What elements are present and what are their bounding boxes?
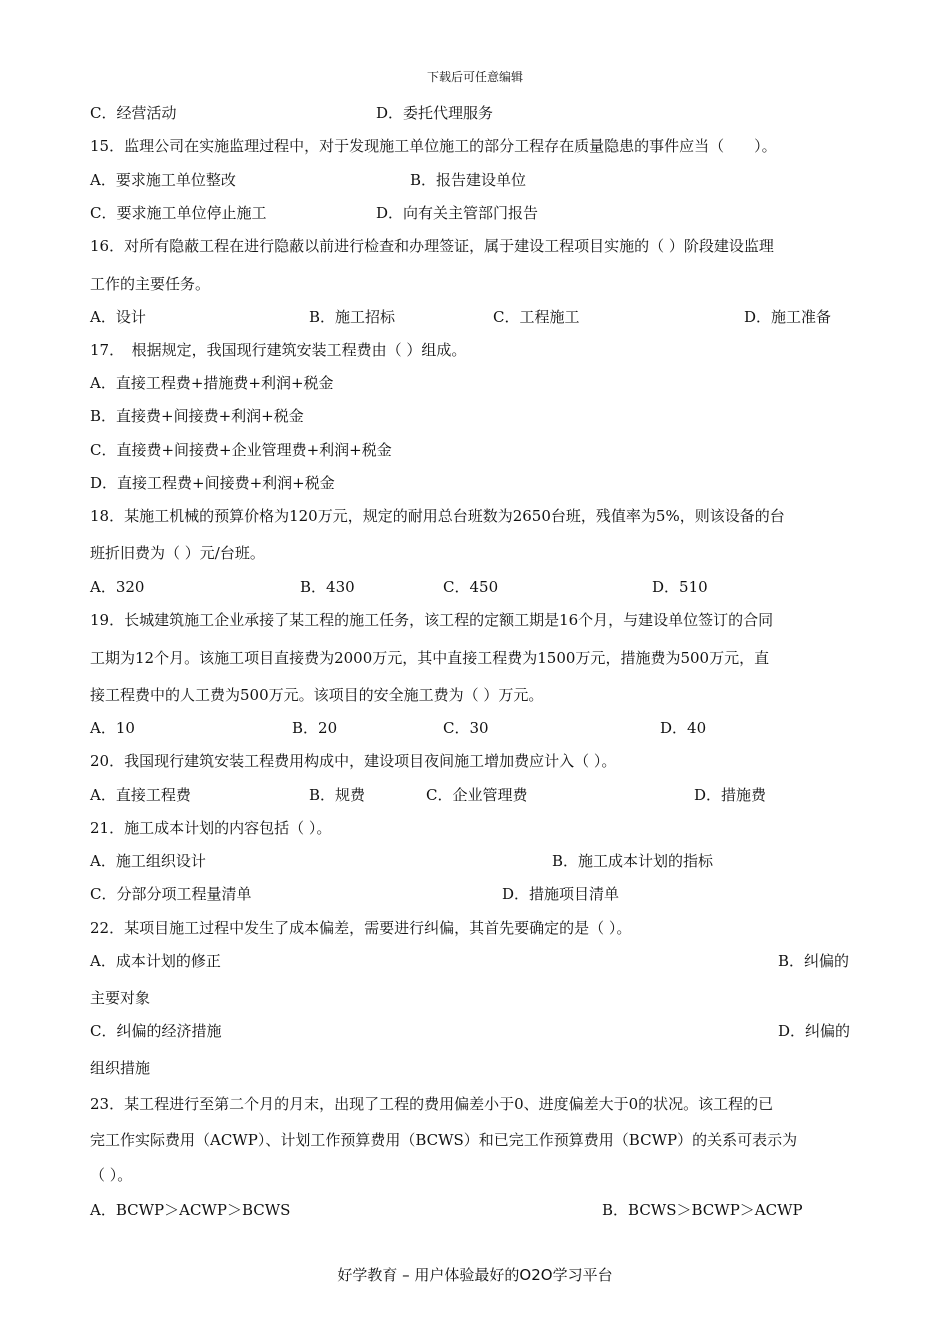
option-c: C．30 [443,719,489,737]
option-a: A．成本计划的修正 [90,952,221,970]
option-b: B．规费 [309,786,366,804]
question-16: 16．对所有隐蔽工程在进行隐蔽以前进行检查和办理签证，属于建设工程项目实施的（ ）阶段建设监理 [90,237,774,255]
option-c: C．经营活动 [90,104,177,122]
question-19-cont: 接工程费中的人工费为500万元。该项目的安全施工费为（ ）万元。 [90,686,544,704]
option-a: A．设计 [90,308,146,326]
option-b: B．20 [292,719,338,737]
option-d: D．委托代理服务 [376,104,494,122]
option-c: C．450 [443,578,499,596]
option-b: B．430 [300,578,355,596]
option-d-cont: 组织措施 [90,1059,151,1077]
question-23-cont: （ ）。 [90,1166,133,1184]
question-23: 23．某工程进行至第二个月的月末，出现了工程的费用偏差小于0、进度偏差大于0的状况。该工程的已 [90,1095,774,1113]
question-17: 17． 根据规定，我国现行建筑安装工程费由（ ）组成。 [90,341,467,359]
option-c: C．企业管理费 [426,786,528,804]
question-20: 20．我国现行建筑安装工程费用构成中，建设项目夜间施工增加费应计入（ ）。 [90,752,617,770]
question-22: 22．某项目施工过程中发生了成本偏差，需要进行纠偏，其首先要确定的是（ ）。 [90,919,632,937]
option-b-cont: 主要对象 [90,989,151,1007]
option-c: C．直接费+间接费+企业管理费+利润+税金 [90,441,392,459]
option-d: D．510 [652,578,708,596]
question-18-cont: 班折旧费为（ ）元/台班。 [90,544,265,562]
option-d: D．向有关主管部门报告 [376,204,539,222]
option-a: A．直接工程费+措施费+利润+税金 [90,374,334,392]
question-19-cont: 工期为12个月。该施工项目直接费为2000万元，其中直接工程费为1500万元，措施费为500万元，直 [90,649,770,667]
option-a: A．施工组织设计 [90,852,206,870]
question-21: 21．施工成本计划的内容包括（ ）。 [90,819,332,837]
question-15: 15．监理公司在实施监理过程中，对于发现施工单位施工的部分工程存在质量隐患的事件应当（ ）。 [90,137,777,155]
question-23-cont: 完工作实际费用（ACWP）、计划工作预算费用（BCWS）和已完工作预算费用（BCWP）的关系可表示为 [90,1131,798,1149]
option-a: A．直接工程费 [90,786,191,804]
option-b: B．施工招标 [309,308,396,326]
option-c: C．分部分项工程量清单 [90,885,252,903]
option-b: B．施工成本计划的指标 [552,852,714,870]
question-19: 19．长城建筑施工企业承接了某工程的施工任务，该工程的定额工期是16个月，与建设单位签订的合同 [90,611,774,629]
option-a: A．要求施工单位整改 [90,171,236,189]
question-18: 18．某施工机械的预算价格为120万元，规定的耐用总台班数为2650台班，残值率为5%，则该设备的台 [90,507,785,525]
option-b: B．报告建设单位 [410,171,527,189]
option-a: A．10 [90,719,135,737]
page-header: 下载后可任意编辑 [426,70,523,84]
option-d: D．直接工程费+间接费+利润+税金 [90,474,335,492]
option-d: D．纠偏的 [778,1022,851,1040]
option-d: D．措施项目清单 [502,885,620,903]
page-footer: 好学教育 – 用户体验最好的O2O学习平台 [337,1266,613,1284]
option-a: A．320 [90,578,145,596]
option-b: B．BCWS＞BCWP＞ACWP [602,1201,803,1219]
option-c: C．要求施工单位停止施工 [90,204,267,222]
option-c: C．纠偏的经济措施 [90,1022,222,1040]
option-a: A．BCWP＞ACWP＞BCWS [90,1201,291,1219]
option-b: B．纠偏的 [778,952,850,970]
question-16-cont: 工作的主要任务。 [90,275,211,293]
option-d: D．40 [660,719,707,737]
option-b: B．直接费+间接费+利润+税金 [90,407,304,425]
option-d: D．措施费 [694,786,767,804]
option-c: C．工程施工 [493,308,580,326]
option-d: D．施工准备 [744,308,832,326]
